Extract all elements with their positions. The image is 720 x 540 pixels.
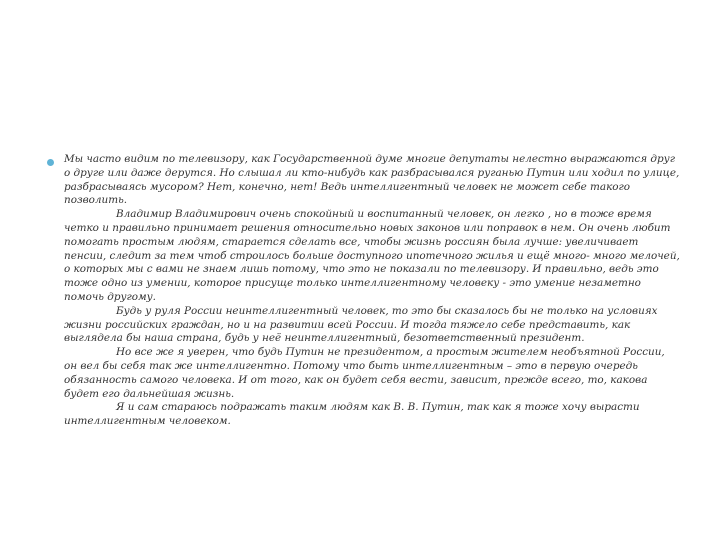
text-body <box>64 153 680 429</box>
paragraph-3: Будь у руля России неинтеллигентный человек, то это бы сказалось бы не только на условиях жизни российских граждан, но и на развитии всей России. И тогда тяжело себе представить, как выглядела бы наша страна, будь у неё неинтеллигентный, безответственный президент. <box>64 304 658 345</box>
bullet-icon <box>47 159 54 166</box>
paragraph-5: Я и сам стараюсь подражать таким людям как В. В. Путин, так как я тоже хочу вырасти интеллигентным человеком. <box>64 401 640 428</box>
paragraph-2: Владимир Владимирович очень спокойный и воспитанный человек, он легко , но в тоже время четко и правильно принимает решения относительно новых законов или поправок в нем. Он очень любит помогать простым людям, старается сделать все, чтобы жизнь россиян была лучше: увеличивает пенсии, следит за тем чтоб строилось больше доступного ипотечного жилья и ещё много- много мелочей, о которых мы с вами не знаем лишь потому, что это не показали по телевизору. И правильно, ведь это тоже одно из умении, которое присуще только интеллигентному человеку - это умение незаметно помочь другому. <box>64 208 680 303</box>
paragraph-4: Но все же я уверен, что будь Путин не президентом, а простым жителем необъятной России, он вел бы себя так же интеллигентно. Потому что быть интеллигентным – это в первую очередь обязанность самого человека. И от того, как он будет себя вести, зависит, прежде всего, то, какова будет его дальнейшая жизнь. <box>64 346 665 400</box>
paragraph-1: Мы часто видим по телевизору, как Государственной думе многие депутаты нелестно выражаются друг о друге или даже дерутся. Но слышал ли кто-нибудь как разбрасывался руганью Путин или ходил по улице, разбрасываясь мусором? Нет, конечно, нет! Ведь интеллигентный человек не может себе такого позволить. <box>64 153 680 207</box>
